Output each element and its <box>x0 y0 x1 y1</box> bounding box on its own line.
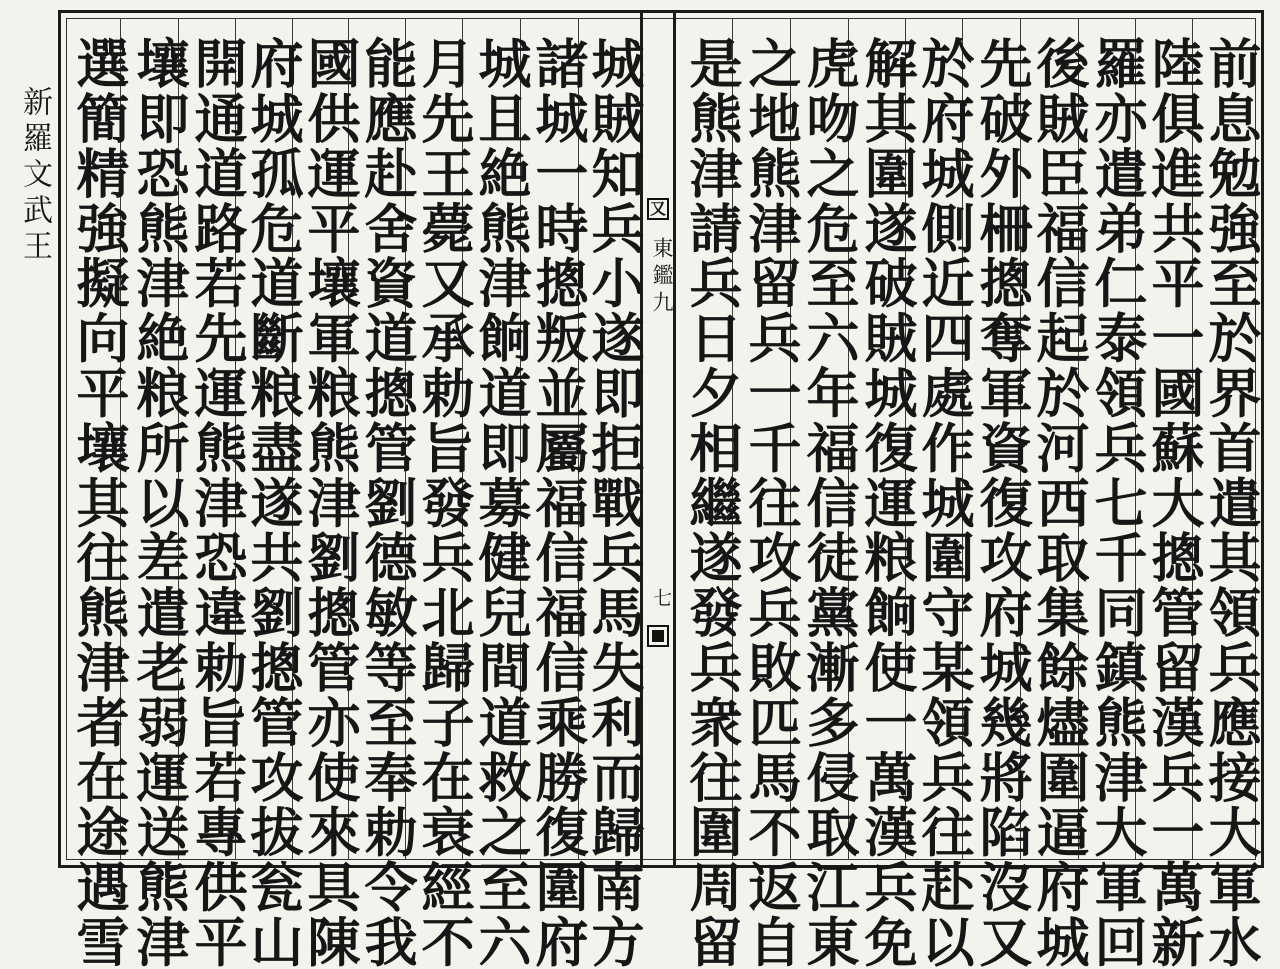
text-column: 前息勉強至於界首遣其領兵應接大軍水 <box>1200 36 1262 969</box>
text-column: 選簡精強擬向平壤其往熊津者在途遇雪 <box>68 36 130 969</box>
text-column: 後賊臣福信起於河西取集餘燼圍逼府城 <box>1028 36 1090 969</box>
text-column: 城賊知兵小遂即拒戰兵馬失利而歸南方 <box>583 36 645 969</box>
center-book-title: 東鑑九 <box>650 237 674 318</box>
text-column: 月先王薨又承勅旨發兵北歸子在衰經不 <box>413 36 475 969</box>
fishtail-bottom-icon <box>647 625 669 647</box>
text-column: 陸俱進共平一國蘇大摠管留漢兵一萬新 <box>1143 36 1205 969</box>
text-column: 城且絶熊津餉道即募健兒間道救之至六 <box>470 36 532 969</box>
text-column: 羅亦遣弟仁泰領兵七千同鎮熊津大軍回 <box>1086 36 1148 969</box>
text-column: 國供運平壤軍粮熊津劉摠管亦使來具陳 <box>299 36 361 969</box>
text-column: 於府城側近四處作城圍守某領兵往赴以 <box>913 36 975 969</box>
text-column: 虎吻之危至六年福信徒黨漸多侵取江東 <box>798 36 860 969</box>
text-column: 先破外柵摠奪軍資復攻府城幾將陷沒又 <box>971 36 1033 969</box>
text-column: 府城孤危道斷粮盡遂共劉摠管攻拔瓮山 <box>242 36 304 969</box>
text-column: 壤即恐熊津絶粮所以差遣老弱運送熊津 <box>128 36 190 969</box>
text-column: 能應赴舍資道摠管劉德敏等至奉勅令我 <box>356 36 418 969</box>
text-column: 之地熊津留兵一千往攻兵敗匹馬不返自 <box>740 36 802 969</box>
center-page-number: 七 <box>650 588 672 607</box>
side-chapter-title: 新羅文武王 <box>17 86 52 266</box>
text-column: 解其圍遂破賊城復運粮餉使一萬漢兵免 <box>856 36 918 969</box>
text-column: 是熊津請兵日夕相繼遂發兵衆往圍周留 <box>681 36 743 969</box>
text-column: 開通道路若先運熊津恐違勅旨若專供平 <box>186 36 248 969</box>
fishtail-mark-icon: 又 <box>647 198 669 220</box>
text-column: 諸城一時摠叛並屬福信福信乘勝復圍府 <box>527 36 589 969</box>
center-fold-strip <box>640 10 676 868</box>
